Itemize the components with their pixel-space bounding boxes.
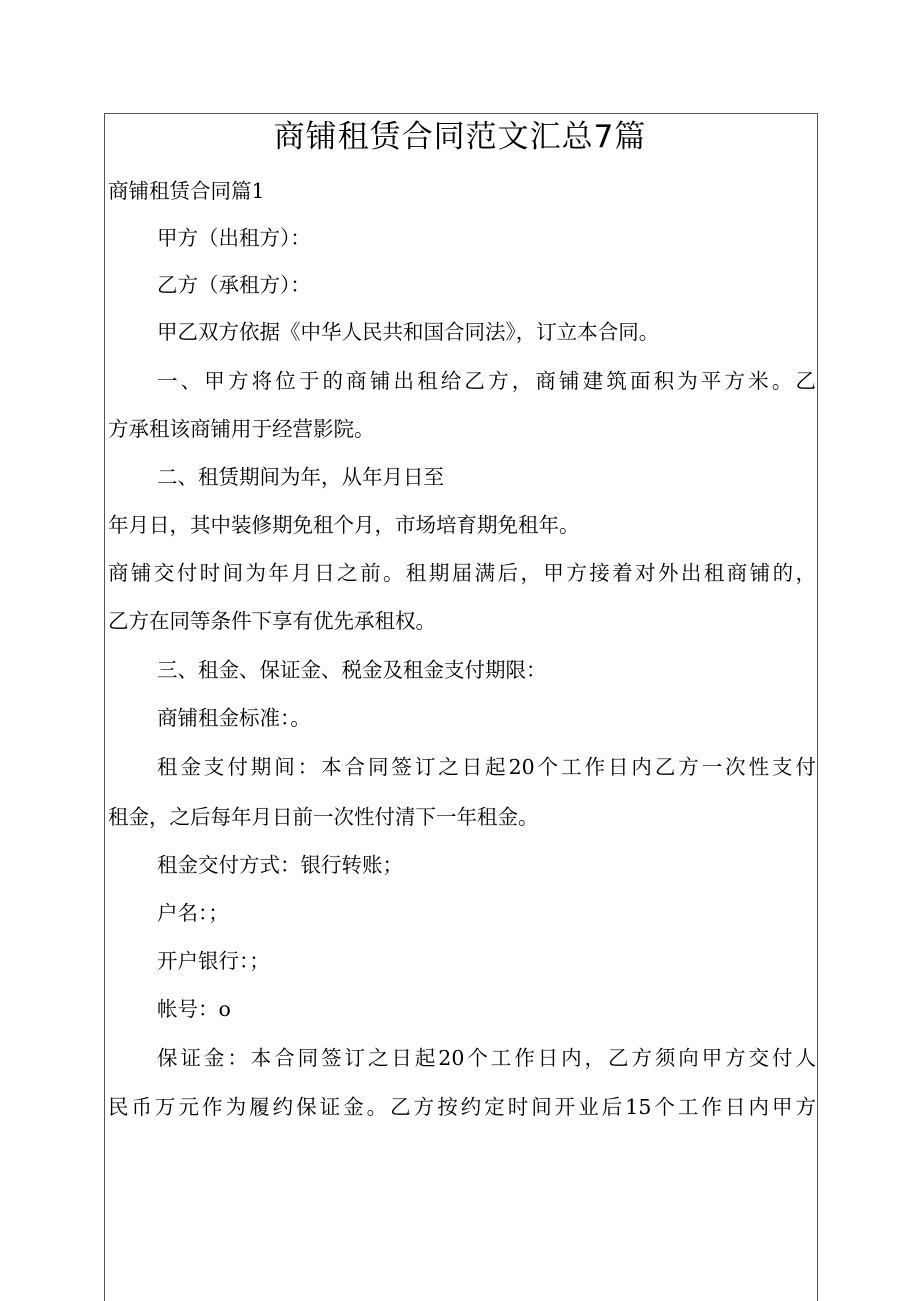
paragraph-line: 商铺租金标准：。: [157, 706, 311, 730]
paragraph-line: 户名：；: [157, 901, 229, 925]
paragraph-line: 三、租金、保证金、税金及租金支付期限：: [157, 658, 547, 682]
paragraph-line: 乙方在同等条件下享有优先承租权。: [108, 609, 436, 633]
paragraph-line: 租金交付方式：银行转账；: [157, 853, 403, 877]
paragraph-line: 年月日，其中装修期免租个月，市场培育期免租年。: [108, 513, 580, 537]
section-heading: 商铺租赁合同篇1: [108, 179, 265, 203]
paragraph-line: 保证金：本合同签订之日起20个工作日内，乙方须向甲方交付人: [157, 1046, 816, 1070]
paragraph-line: 租金，之后每年月日前一次性付清下一年租金。: [108, 805, 539, 829]
paragraph-line: 民币万元作为履约保证金。乙方按约定时间开业后15个工作日内甲方: [108, 1095, 816, 1119]
document-title: 商铺租赁合同范文汇总7篇: [273, 119, 647, 155]
paragraph-line: 商铺交付时间为年月日之前。租期届满后，甲方接着对外出租商铺的，: [108, 561, 816, 585]
paragraph-line: 二、租赁期间为年，从年月日至: [157, 465, 444, 489]
paragraph-line: 开户银行：；: [157, 949, 270, 973]
party-b-line: 乙方（承租方）：: [157, 273, 311, 297]
paragraph-line: 甲乙双方依据《中华人民共和国合同法》，订立本合同。: [157, 320, 660, 344]
party-a-line: 甲方（出租方）：: [157, 226, 311, 250]
paragraph-line: 方承租该商铺用于经营影院。: [108, 417, 375, 441]
paragraph-line: 一、甲方将位于的商铺出租给乙方，商铺建筑面积为平方米。乙: [157, 369, 816, 393]
paragraph-line: 租金支付期间：本合同签订之日起20个工作日内乙方一次性支付: [157, 755, 816, 779]
paragraph-line: 帐号：o: [157, 997, 231, 1021]
